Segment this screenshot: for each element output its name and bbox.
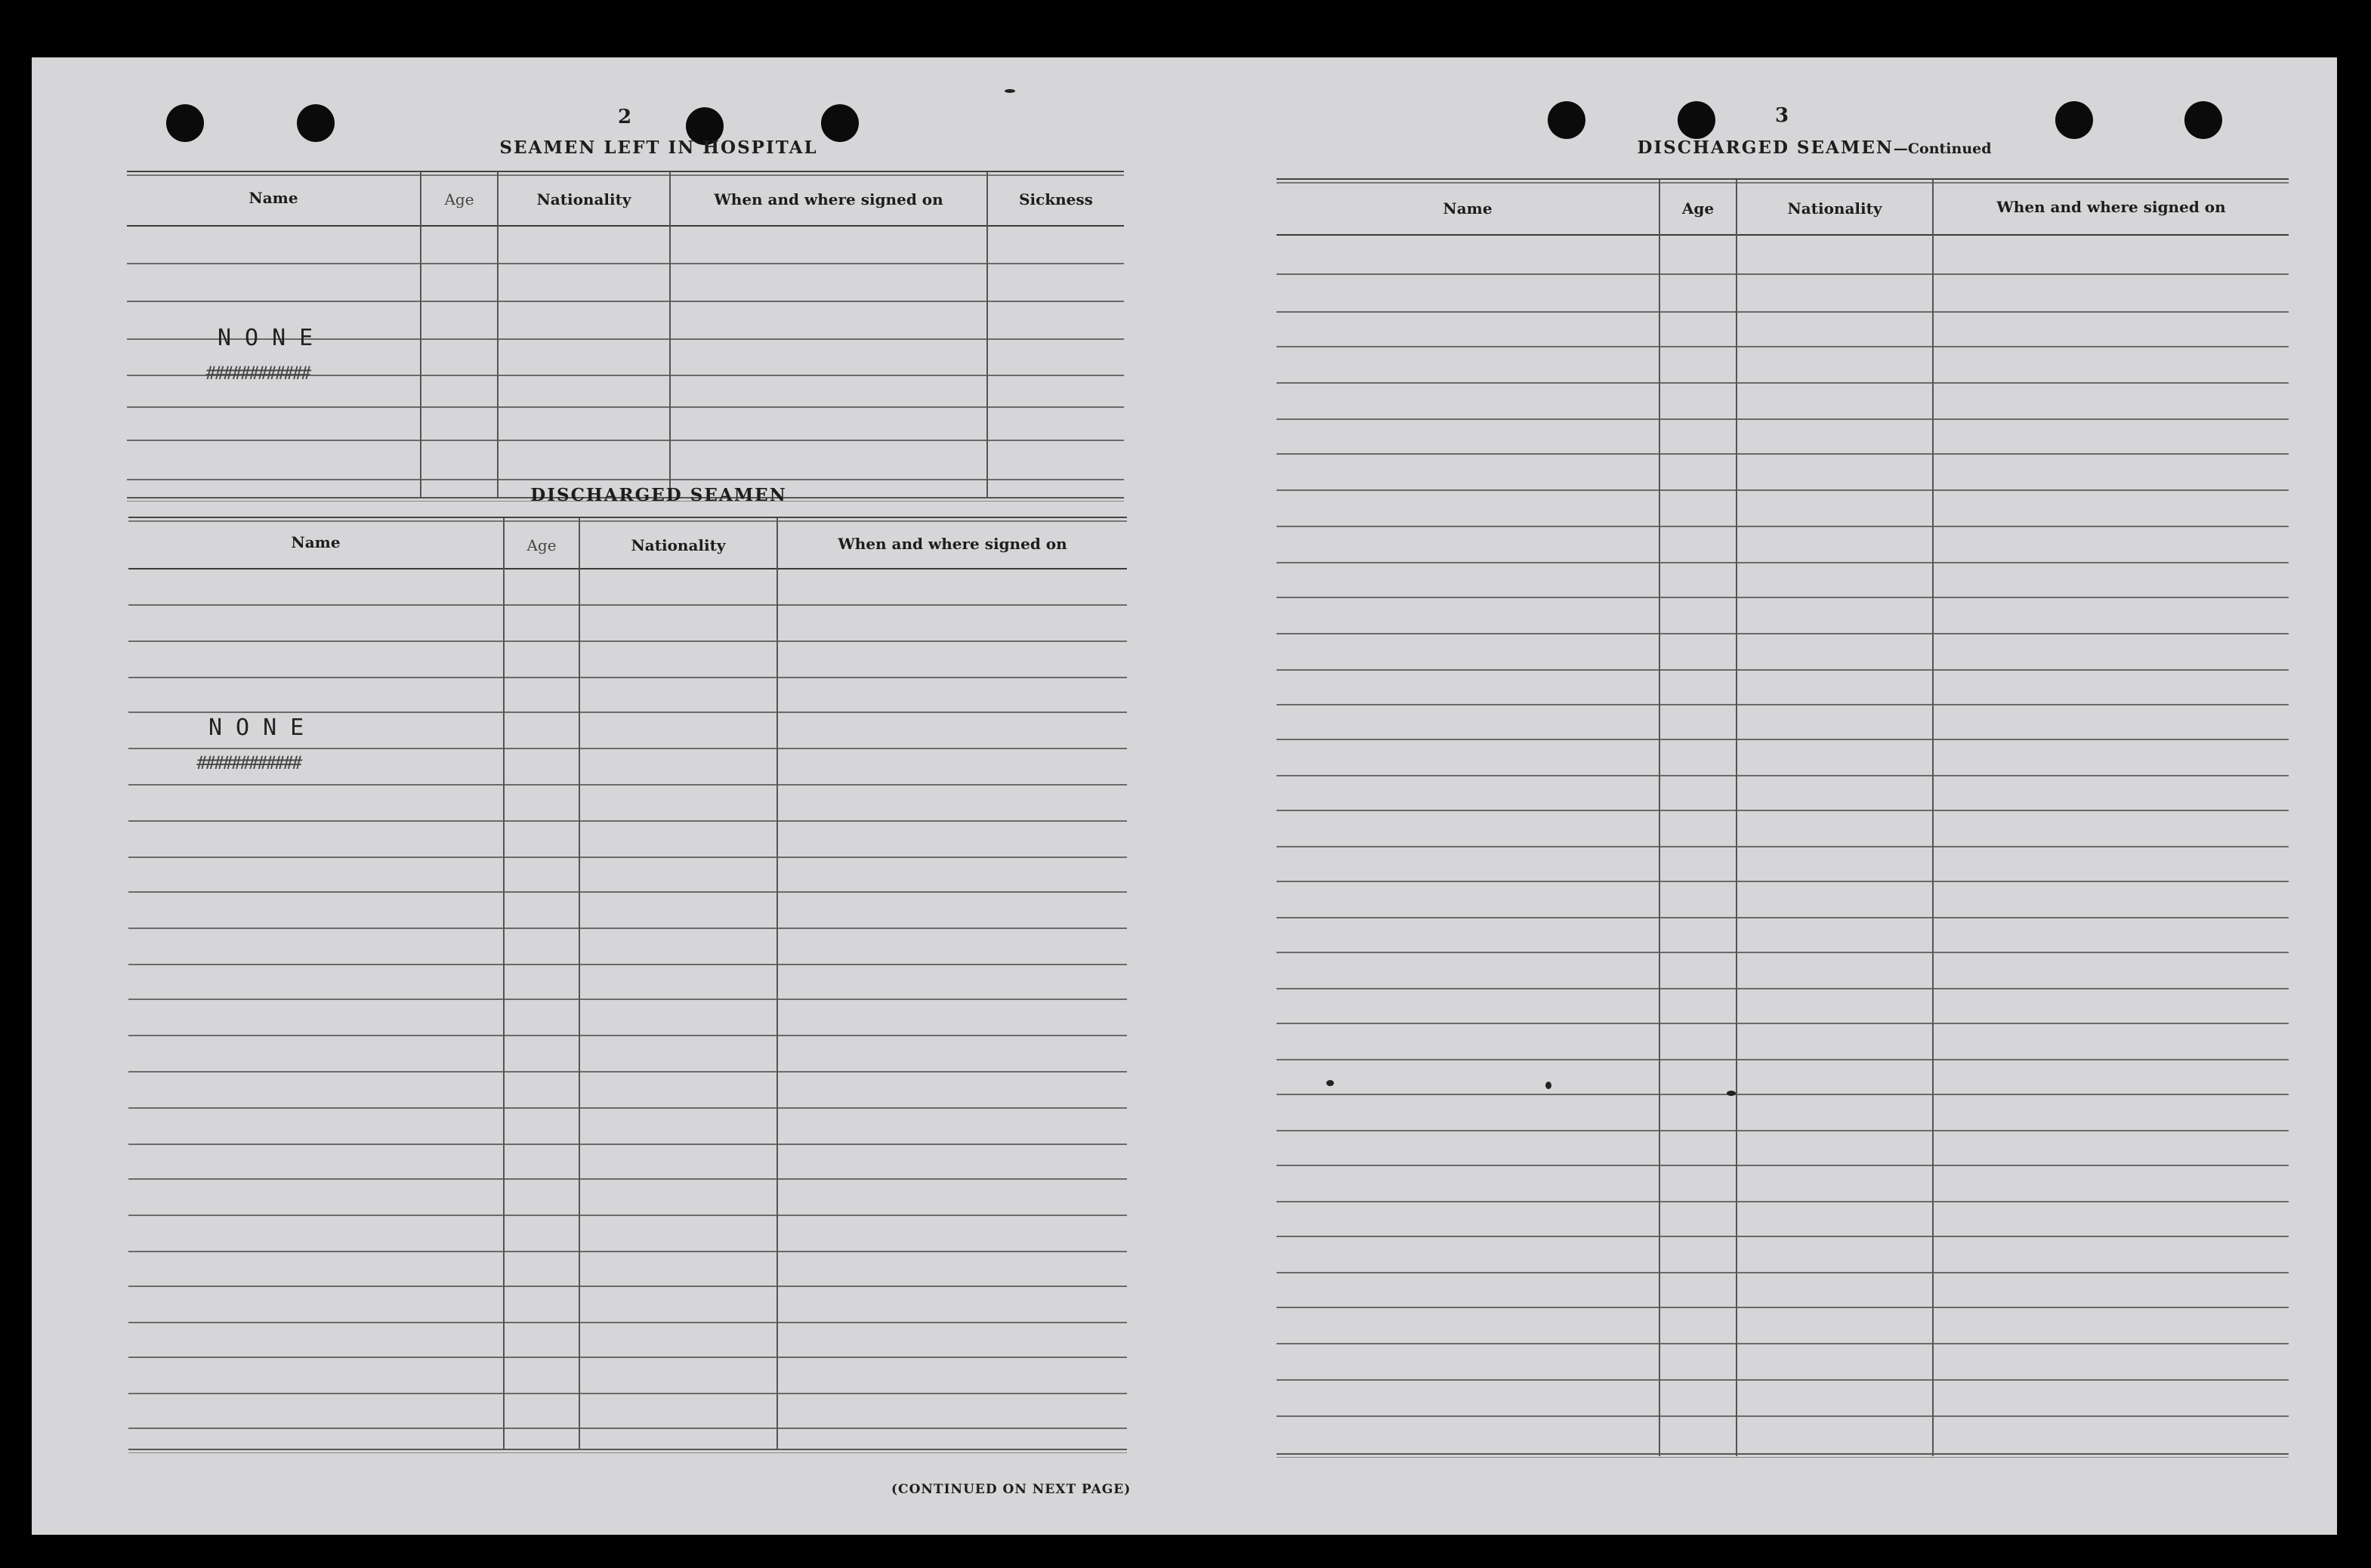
ink-speck [1727,1091,1736,1096]
column-header-age: Age [444,190,474,208]
row-rule [1277,562,2289,563]
row-rule [128,1144,1127,1145]
row-rule [1277,597,2289,598]
row-rule [1277,1023,2289,1024]
discharged-section-title: DISCHARGED SEAMEN [530,485,787,505]
row-rule [1277,1059,2289,1060]
column-divider [1932,180,1934,1456]
header-rule [127,225,1124,227]
row-rule [1277,1415,2289,1417]
column-header-name: Name [1443,199,1493,218]
row-rule [128,1215,1127,1216]
column-header-when-where: When and where signed on [838,535,1067,553]
row-rule [1277,273,2289,275]
row-rule [128,891,1127,893]
table-bottom-rule [128,1449,1127,1453]
column-header-nationality: Nationality [536,190,631,208]
column-divider [1736,180,1737,1456]
row-rule [1277,382,2289,384]
column-header-age: Age [526,536,557,554]
table-top-rule [1277,178,2289,184]
row-rule [1277,1165,2289,1166]
row-rule [128,1071,1127,1073]
column-divider [420,172,421,498]
column-divider [579,518,580,1449]
row-rule [127,301,1124,302]
table-top-rule [128,517,1127,522]
row-rule [1277,1272,2289,1273]
row-rule [1277,846,2289,847]
header-rule [1277,234,2289,236]
punch-hole [297,104,335,142]
row-rule [1277,988,2289,989]
column-divider [497,172,499,498]
row-rule [128,1286,1127,1287]
row-rule [128,1035,1127,1036]
row-rule [1277,526,2289,527]
row-rule [1277,346,2289,347]
page-number-right: 3 [1775,104,1789,127]
row-rule [1277,669,2289,671]
hospital-entry-strikeout: ############ [205,363,310,384]
header-rule [128,568,1127,569]
row-rule [128,711,1127,713]
row-rule [1277,1379,2289,1381]
punch-hole [1678,101,1715,139]
row-rule [1277,1130,2289,1131]
row-rule [1277,489,2289,491]
ink-speck [1326,1080,1334,1086]
row-rule [128,677,1127,678]
table-top-rule [127,171,1124,176]
row-rule [128,820,1127,822]
row-rule [128,1107,1127,1109]
page-number-left: 2 [618,106,632,128]
hospital-table [127,171,1124,521]
row-rule [128,604,1127,606]
column-header-sickness: Sickness [1019,190,1093,208]
punch-hole [1548,101,1585,139]
column-divider [776,518,778,1449]
row-rule [128,1178,1127,1180]
ink-speck [1545,1082,1551,1089]
right-section-title-text: DISCHARGED SEAMEN [1637,137,1894,158]
column-header-nationality: Nationality [631,536,726,554]
row-rule [128,640,1127,642]
column-divider [1659,180,1660,1456]
table-bottom-rule [1277,1453,2289,1458]
row-rule [128,1322,1127,1323]
row-rule [1277,917,2289,918]
row-rule [127,440,1124,441]
column-header-age: Age [1681,199,1715,218]
row-rule [1277,1236,2289,1237]
hospital-section-title: SEAMEN LEFT IN HOSPITAL [499,137,818,158]
row-rule [1277,739,2289,740]
hospital-entry-text: NONE [218,325,327,351]
row-rule [128,748,1127,749]
crew-list-sheet [32,57,2337,1535]
discharged-continued-table [1277,178,2289,1477]
row-rule [127,406,1124,408]
column-header-name: Name [249,189,298,207]
column-divider [503,518,505,1449]
punch-hole [2184,101,2222,139]
row-rule [128,784,1127,786]
row-rule [1277,1343,2289,1344]
row-rule [1277,311,2289,313]
right-section-title [1618,137,2011,158]
row-rule [1277,1307,2289,1308]
row-rule [1277,704,2289,705]
row-rule [1277,633,2289,634]
row-rule [128,1251,1127,1252]
row-rule [1277,453,2289,455]
column-header-when-where: When and where signed on [1996,198,2226,216]
punch-hole [2055,101,2093,139]
discharged-table [128,517,1127,1471]
row-rule [128,964,1127,965]
discharged-entry-text: NONE [208,715,318,741]
row-rule [1277,810,2289,811]
row-rule [128,1428,1127,1429]
column-header-when-where: When and where signed on [714,190,943,208]
punch-hole [821,104,859,142]
row-rule [1277,881,2289,882]
punch-hole [166,104,204,142]
continued-note: (CONTINUED ON NEXT PAGE) [891,1482,1131,1497]
row-rule [1277,1201,2289,1202]
row-rule [1277,952,2289,953]
discharged-entry-strikeout: ############ [196,752,301,773]
row-rule [1277,1094,2289,1095]
row-rule [127,479,1124,480]
column-divider [986,172,988,498]
ink-speck [1005,89,1015,93]
row-rule [127,263,1124,264]
column-header-name: Name [291,533,341,551]
row-rule [128,1393,1127,1394]
column-divider [669,172,671,498]
row-rule [128,999,1127,1000]
row-rule [128,857,1127,858]
row-rule [128,1357,1127,1358]
right-section-title-suffix: —Continued [1893,140,1992,157]
column-header-nationality: Nationality [1787,199,1882,218]
row-rule [128,928,1127,929]
row-rule [1277,418,2289,420]
row-rule [1277,775,2289,776]
